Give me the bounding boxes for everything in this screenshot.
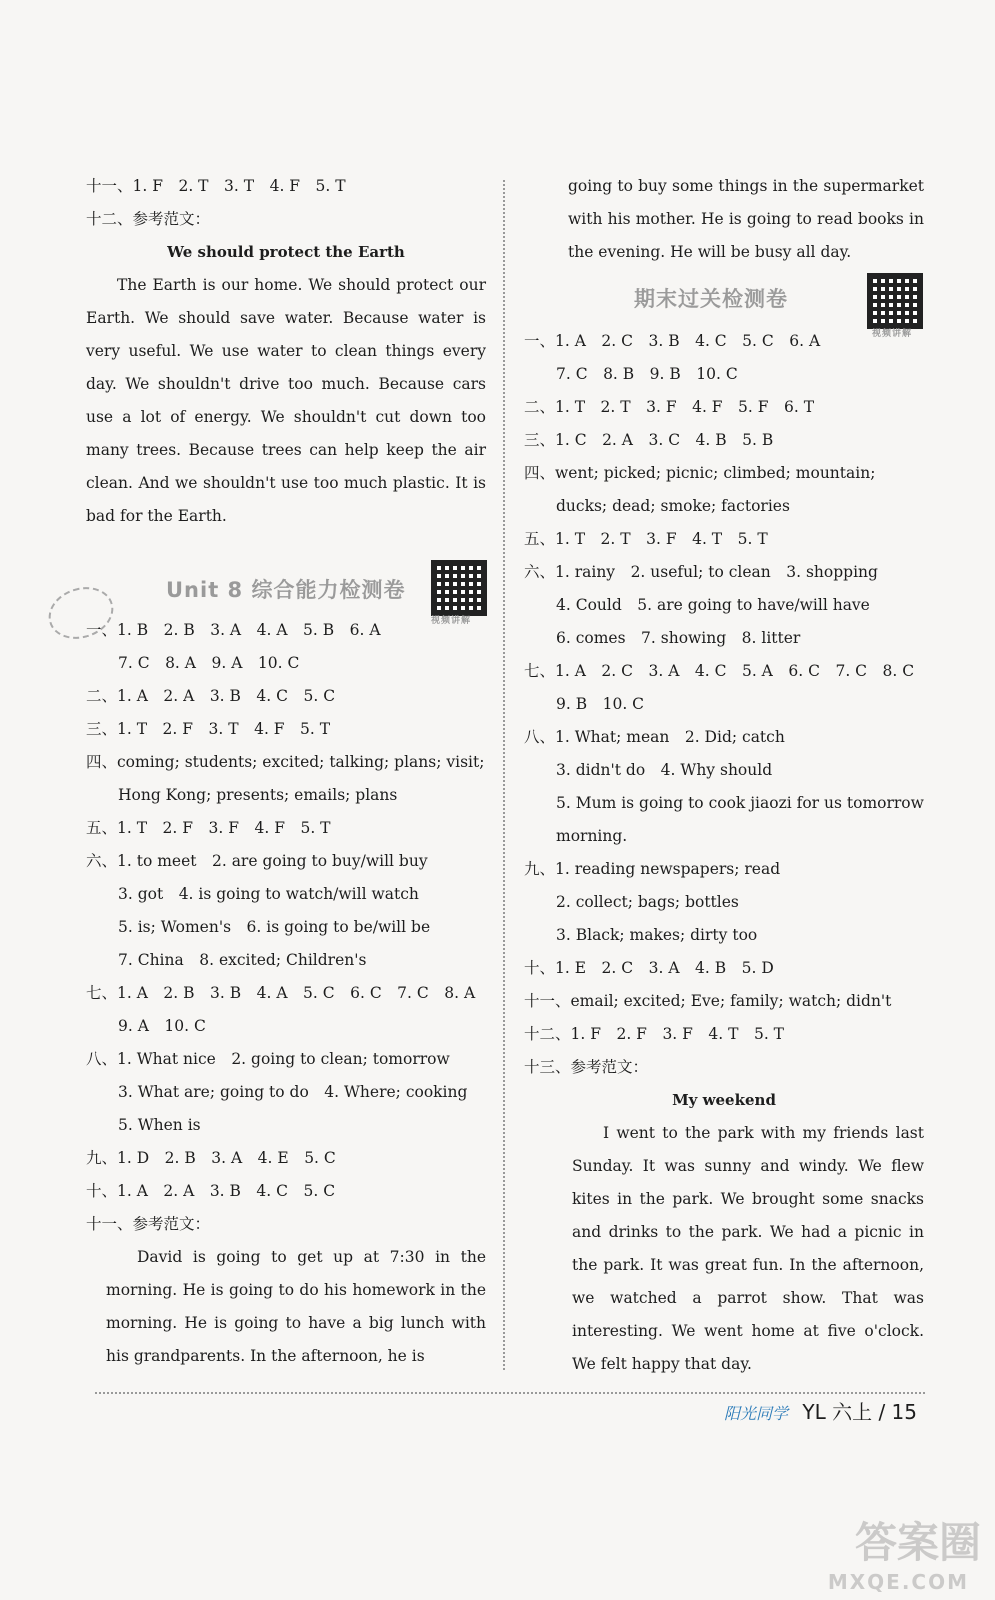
answer-line: 4. Could 5. are going to have/will have [556, 596, 870, 614]
answer-line: 九、1. D 2. B 3. A 4. E 5. C [86, 1149, 336, 1167]
answer-line: 6. comes 7. showing 8. litter [556, 629, 801, 647]
answer-line: 十、1. A 2. A 3. B 4. C 5. C [86, 1182, 336, 1200]
essay-title: We should protect the Earth [167, 243, 405, 261]
answer-line: 九、1. reading newspapers; read [524, 860, 781, 878]
page-number: YL 六上 / 15 [802, 1400, 917, 1424]
answer-line: 7. C 8. B 9. B 10. C [556, 365, 738, 383]
essay-continuation: going to buy some things in the supermarket with his mother. He is going to read books in the evening. He will be busy all day. [568, 177, 924, 261]
answer-line: 三、1. C 2. A 3. C 4. B 5. B [524, 431, 774, 449]
unit8-title-text: Unit 8 综合能力检测卷 [166, 578, 406, 602]
brand-logo: 阳光同学 [724, 1404, 789, 1423]
final-section-title [524, 269, 924, 339]
answer-line: 7. C 8. A 9. A 10. C [118, 654, 300, 672]
answer-line: 5. Mum is going to cook jiaozi for us tomorrow [556, 794, 924, 812]
final-title-text: 期末过关检测卷 [634, 287, 788, 311]
watermark-url: MXQE.COM [827, 1570, 969, 1594]
answer-line: 七、1. A 2. C 3. A 4. C 5. A 6. C 7. C 8. C [524, 662, 915, 680]
watermark-logo: 答案圈 [854, 1518, 981, 1567]
qr-code-icon [867, 273, 923, 329]
answer-line: 二、1. T 2. T 3. F 4. F 5. F 6. T [524, 398, 815, 416]
answer-line: 5. is; Women's 6. is going to be/will be [118, 918, 431, 936]
answer-line: 七、1. A 2. B 3. B 4. A 5. C 6. C 7. C 8. A [86, 984, 476, 1002]
answer-line: 八、1. What nice 2. going to clean; tomorrow [86, 1050, 450, 1068]
qr-code-icon [431, 560, 487, 616]
qr-caption: 视频讲解 [431, 616, 472, 626]
essay-text [524, 1117, 924, 1381]
essay-text [86, 1241, 486, 1373]
essay-title: My weekend [672, 1091, 776, 1109]
answer-line: ducks; dead; smoke; factories [556, 497, 790, 515]
answer-line: 八、1. What; mean 2. Did; catch [524, 728, 785, 746]
answer-line: 六、1. rainy 2. useful; to clean 3. shopping [524, 563, 878, 581]
answer-line: 一、1. B 2. B 3. A 4. A 5. B 6. A [86, 621, 381, 639]
essay-paragraph: David is going to get up at 7:30 in the morning. He is going to do his homework in the morning. He is going to have a big lunch with his grandparents. In the afternoon, he is [106, 1248, 486, 1365]
answer-line: 十、1. E 2. C 3. A 4. B 5. D [524, 959, 774, 977]
section-label: 十三、参考范文： [524, 1058, 649, 1076]
essay-paragraph: The Earth is our home. We should protect our Earth. We should save water. Because water is very useful. We use water to clean things every day. We shouldn't drive too much. Because cars use a lot of energy. We shouldn't cut down too many trees. Because trees can help keep the air clean. And we shouldn't use too much plastic. It is bad for the Earth. [86, 276, 486, 525]
essay-text [86, 269, 486, 566]
essay-paragraph: I went to the park with my friends last Sunday. It was sunny and windy. We flew kites in the park. We brought some snacks and drinks to the park. We had a picnic in the park. It was great fun. In the afternoon, we watched a parrot show. That was interesting. We went home at five o'clock. We felt happy that day. [572, 1124, 924, 1373]
answer-line: 三、1. T 2. F 3. T 4. F 5. T [86, 720, 331, 738]
unit8-section-title [86, 566, 486, 626]
answer-line: 十二、1. F 2. F 3. F 4. T 5. T [524, 1025, 785, 1043]
column-divider [503, 180, 505, 1370]
section-label: 十一、参考范文： [86, 1215, 211, 1233]
answer-line: Hong Kong; presents; emails; plans [118, 786, 398, 804]
answer-line: 5. When is [118, 1116, 201, 1134]
answer-line: 十一、1. F 2. T 3. T 4. F 5. T [86, 177, 346, 195]
answer-line: 四、coming; students; excited; talking; plans; visit; [86, 753, 485, 771]
answer-line: morning. [556, 827, 628, 845]
answer-line: 3. got 4. is going to watch/will watch [118, 885, 419, 903]
right-column [524, 170, 924, 1381]
answer-line: 9. B 10. C [556, 695, 645, 713]
left-column [86, 170, 486, 1373]
answer-line: 3. didn't do 4. Why should [556, 761, 773, 779]
answer-line: 二、1. A 2. A 3. B 4. C 5. C [86, 687, 336, 705]
qr-caption: 视频讲解 [872, 329, 913, 339]
answer-line: 十一、email; excited; Eve; family; watch; didn't [524, 992, 892, 1010]
answer-line: 四、went; picked; picnic; climbed; mountain; [524, 464, 876, 482]
section-label: 十二、参考范文： [86, 210, 211, 228]
answer-line: 3. What are; going to do 4. Where; cooking [118, 1083, 468, 1101]
answer-line: 五、1. T 2. T 3. F 4. T 5. T [524, 530, 768, 548]
answer-line: 五、1. T 2. F 3. F 4. F 5. T [86, 819, 331, 837]
answer-line: 一、1. A 2. C 3. B 4. C 5. C 6. A [524, 332, 821, 350]
answer-line: 9. A 10. C [118, 1017, 206, 1035]
answer-line: 2. collect; bags; bottles [556, 893, 739, 911]
footer-divider [95, 1392, 925, 1394]
page-footer [724, 1396, 917, 1425]
answer-line: 六、1. to meet 2. are going to buy/will buy [86, 852, 428, 870]
answer-line: 3. Black; makes; dirty too [556, 926, 758, 944]
answer-line: 7. China 8. excited; Children's [118, 951, 367, 969]
